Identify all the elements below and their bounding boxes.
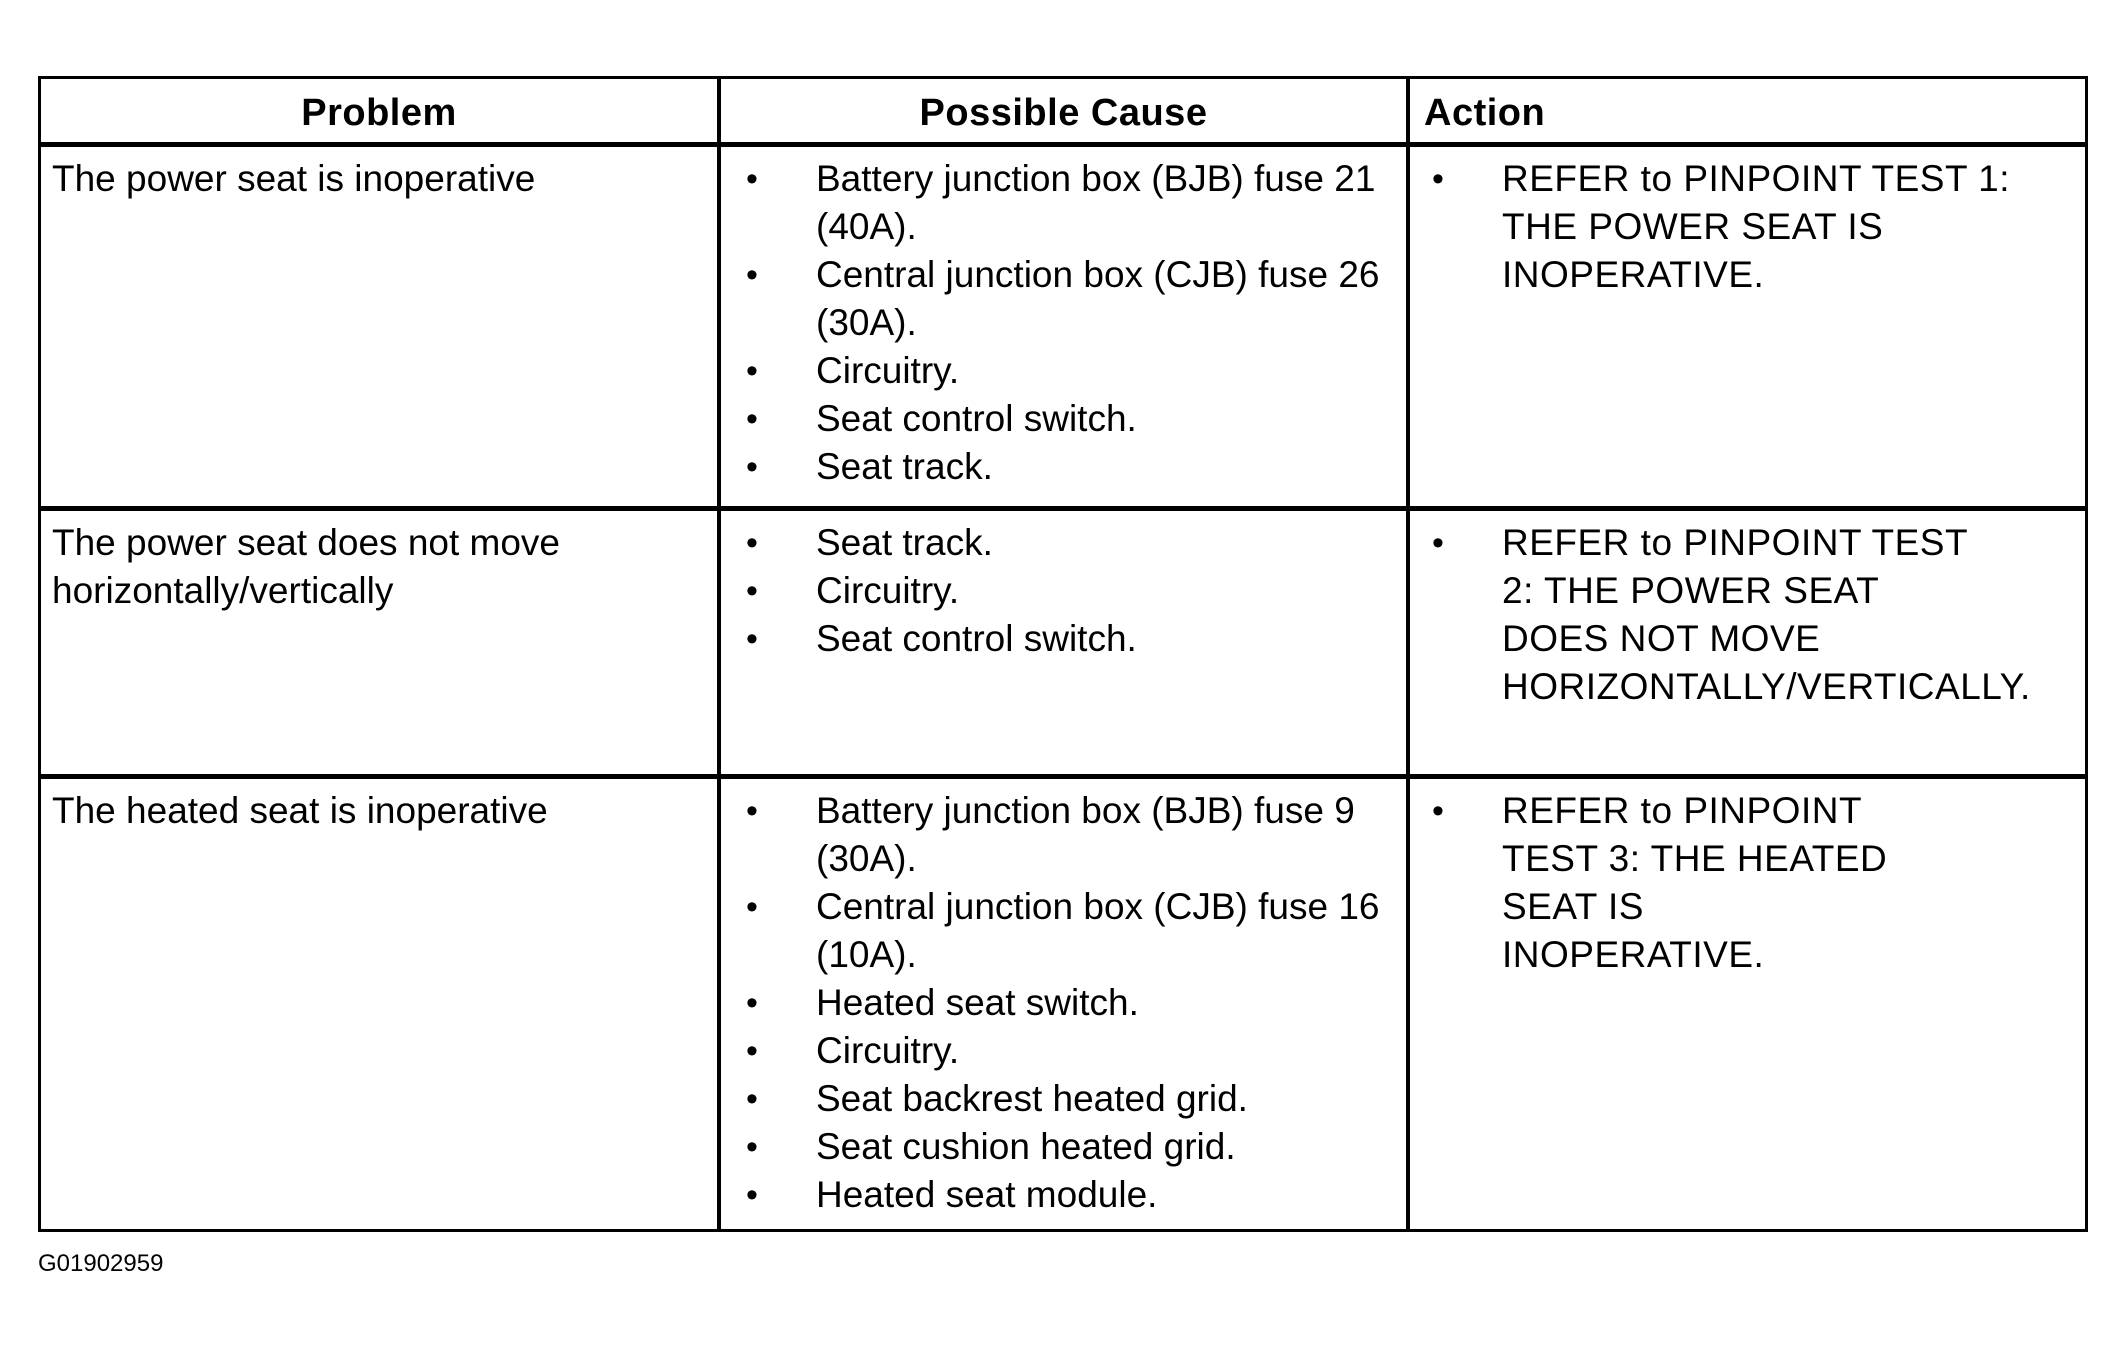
cause-text: Seat track. bbox=[816, 446, 993, 487]
cause-list bbox=[721, 147, 1406, 491]
action-item bbox=[1410, 519, 2088, 711]
cause-list bbox=[721, 511, 1406, 663]
header-cell-problem bbox=[41, 79, 717, 142]
cause-item bbox=[721, 443, 1406, 491]
bullet-icon: • bbox=[746, 888, 758, 926]
bullet-icon: • bbox=[746, 1128, 758, 1166]
bullet-icon: • bbox=[746, 1176, 758, 1214]
cause-item bbox=[721, 1075, 1406, 1123]
bullet-icon: • bbox=[746, 1080, 758, 1118]
action-item bbox=[1410, 787, 2088, 979]
bullet-icon: • bbox=[1432, 524, 1445, 562]
table-row bbox=[41, 147, 2085, 511]
action-list bbox=[1410, 511, 2088, 711]
cause-item bbox=[721, 395, 1406, 443]
cause-text: Central junction box (CJB) fuse 26 (30A). bbox=[816, 254, 1380, 343]
problem-cell bbox=[41, 779, 717, 1229]
bullet-icon: • bbox=[746, 792, 758, 830]
cause-item bbox=[721, 251, 1406, 347]
bullet-icon: • bbox=[746, 448, 758, 486]
cause-text: Circuitry. bbox=[816, 1030, 960, 1071]
bullet-icon: • bbox=[746, 984, 758, 1022]
cause-cell bbox=[721, 511, 1406, 774]
column-divider bbox=[717, 79, 721, 1229]
bullet-icon: • bbox=[1432, 792, 1445, 830]
problem-text: The heated seat is inoperative bbox=[52, 790, 548, 831]
diagnosis-table bbox=[38, 76, 2088, 1232]
cause-text: Seat control switch. bbox=[816, 398, 1137, 439]
problem-text: The power seat does not move horizontally/vertically bbox=[52, 522, 561, 611]
action-list bbox=[1410, 147, 2088, 299]
bullet-icon: • bbox=[746, 352, 758, 390]
cause-item bbox=[721, 787, 1406, 883]
cause-text: Seat cushion heated grid. bbox=[816, 1126, 1236, 1167]
cause-item bbox=[721, 155, 1406, 251]
table-row bbox=[41, 779, 2085, 1229]
bullet-icon: • bbox=[746, 1032, 758, 1070]
cause-text: Battery junction box (BJB) fuse 21 (40A). bbox=[816, 158, 1376, 247]
action-text: REFER to PINPOINT TEST 1: THE POWER SEAT IS INOPERATIVE. bbox=[1502, 158, 2011, 295]
cause-text: Battery junction box (BJB) fuse 9 (30A). bbox=[816, 790, 1355, 879]
column-divider bbox=[1406, 79, 1410, 1229]
bullet-icon: • bbox=[1432, 160, 1445, 198]
header-cell-cause bbox=[721, 79, 1406, 142]
bullet-icon: • bbox=[746, 572, 758, 610]
action-list bbox=[1410, 779, 2088, 979]
cause-cell bbox=[721, 147, 1406, 506]
cause-text: Seat control switch. bbox=[816, 618, 1137, 659]
action-text: REFER to PINPOINT TEST 2: THE POWER SEAT DOES NOT MOVE HORIZONTALLY/VERTICALLY. bbox=[1502, 522, 2031, 707]
cause-item bbox=[721, 519, 1406, 567]
action-text: REFER to PINPOINT TEST 3: THE HEATED SEAT IS INOPERATIVE. bbox=[1502, 790, 1888, 975]
cause-item bbox=[721, 1027, 1406, 1075]
bullet-icon: • bbox=[746, 524, 758, 562]
action-cell bbox=[1410, 779, 2088, 1229]
cause-text: Seat backrest heated grid. bbox=[816, 1078, 1248, 1119]
cause-item bbox=[721, 883, 1406, 979]
cause-item bbox=[721, 347, 1406, 395]
cause-cell bbox=[721, 779, 1406, 1229]
cause-item bbox=[721, 1123, 1406, 1171]
cause-list bbox=[721, 779, 1406, 1219]
problem-text: The power seat is inoperative bbox=[52, 158, 536, 199]
figure-id: G01902959 bbox=[38, 1250, 164, 1277]
problem-cell bbox=[41, 511, 717, 774]
action-item bbox=[1410, 155, 2088, 299]
header-possible-cause: Possible Cause bbox=[919, 92, 1208, 134]
bullet-icon: • bbox=[746, 400, 758, 438]
header-action: Action bbox=[1424, 92, 1546, 134]
cause-item bbox=[721, 979, 1406, 1027]
cause-text: Circuitry. bbox=[816, 570, 960, 611]
cause-text: Seat track. bbox=[816, 522, 993, 563]
cause-text: Heated seat module. bbox=[816, 1174, 1158, 1215]
cause-item bbox=[721, 567, 1406, 615]
cause-item bbox=[721, 1171, 1406, 1219]
problem-cell bbox=[41, 147, 717, 506]
cause-text: Circuitry. bbox=[816, 350, 960, 391]
cause-text: Central junction box (CJB) fuse 16 (10A). bbox=[816, 886, 1380, 975]
cause-text: Heated seat switch. bbox=[816, 982, 1139, 1023]
action-cell bbox=[1410, 511, 2088, 774]
cause-item bbox=[721, 615, 1406, 663]
header-problem: Problem bbox=[301, 92, 457, 134]
bullet-icon: • bbox=[746, 160, 758, 198]
table-header-row bbox=[41, 79, 2085, 147]
bullet-icon: • bbox=[746, 256, 758, 294]
table-row bbox=[41, 511, 2085, 779]
action-cell bbox=[1410, 147, 2088, 506]
bullet-icon: • bbox=[746, 620, 758, 658]
header-cell-action bbox=[1410, 79, 2088, 142]
